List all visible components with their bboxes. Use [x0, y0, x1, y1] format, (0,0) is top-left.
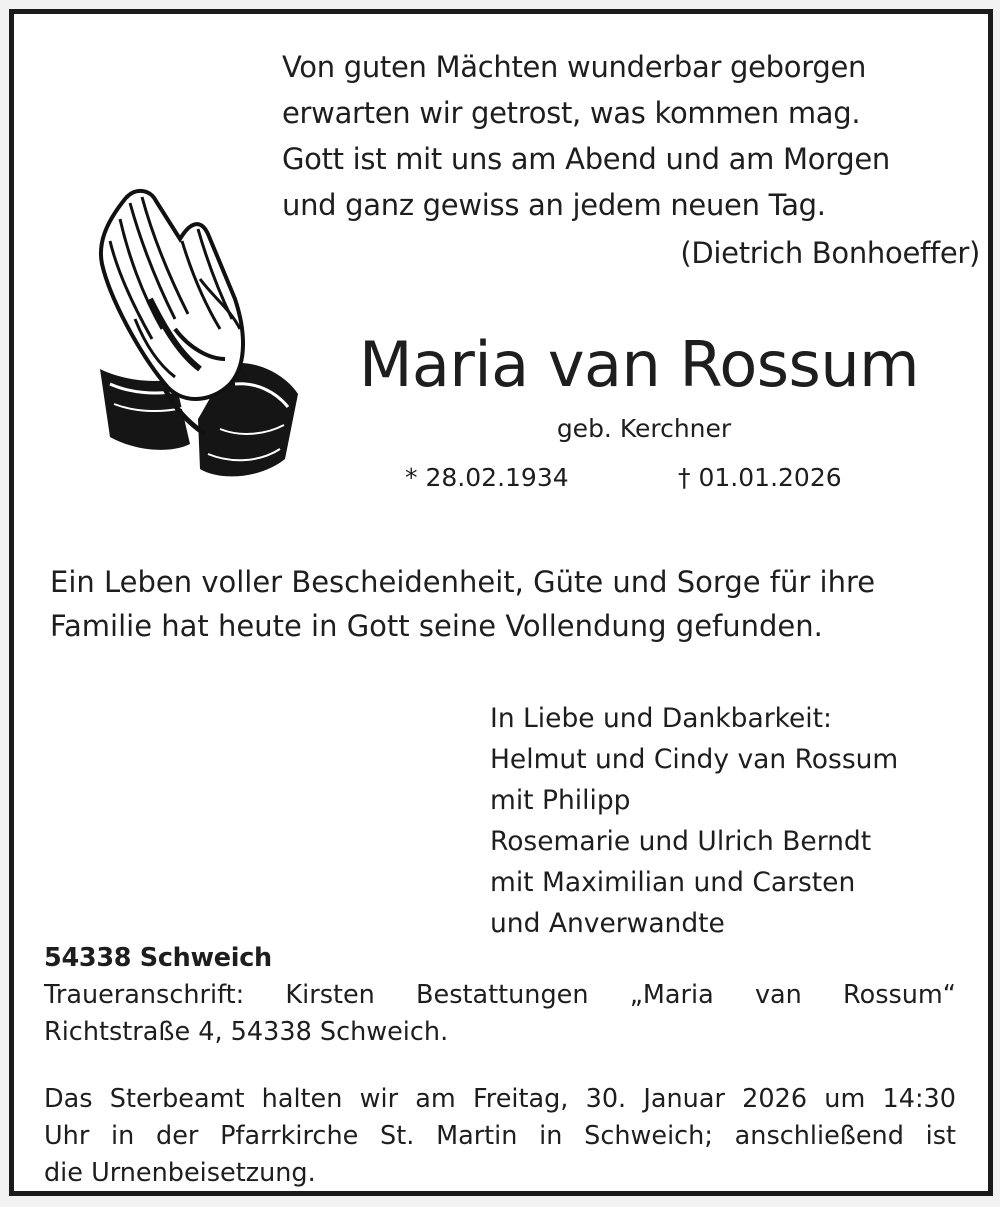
death-date: 01.01.2026 [698, 463, 842, 492]
deceased-name: Maria van Rossum [358, 328, 920, 401]
birth-date-line [405, 458, 569, 498]
funeral-service-info [44, 1081, 956, 1192]
address-line: Traueranschrift: Kirsten Bestattungen „Maria van Rossum“ [44, 980, 956, 1010]
birth-date: 28.02.1934 [425, 463, 569, 492]
death-cross-icon: † [678, 463, 691, 492]
birth-symbol: * [405, 463, 418, 492]
death-date-line [678, 458, 842, 498]
service-line: Uhr in der Pfarrkirche St. Martin in Schweich; anschließend ist [44, 1121, 956, 1151]
poem-line: Von guten Mächten wunderbar geborgen [282, 50, 867, 84]
family-line: mit Maximilian und Carsten [490, 867, 856, 898]
family-line: Rosemarie und Ulrich Berndt [490, 826, 872, 857]
obituary-notice [9, 9, 993, 1196]
family-line: mit Philipp [490, 785, 631, 816]
mourning-address [44, 940, 956, 1051]
place-heading: 54338 Schweich [44, 943, 272, 973]
birth-name: geb. Kerchner [556, 414, 732, 443]
poem-author: (Dietrich Bonhoeffer) [680, 236, 980, 270]
family-signatures [490, 698, 980, 944]
service-line: Das Sterbeamt halten wir am Freitag, 30. Januar 2026 um 14:30 [44, 1084, 956, 1114]
poem-line: Gott ist mit uns am Abend und am Morgen [282, 142, 890, 176]
life-statement-line: Ein Leben voller Bescheidenheit, Güte und Sorge für ihre [50, 565, 876, 599]
life-statement [50, 560, 980, 648]
service-line: die Urnenbeisetzung. [44, 1158, 316, 1188]
poem-line: und ganz gewiss an jedem neuen Tag. [282, 188, 826, 222]
family-line: und Anverwandte [490, 908, 725, 939]
family-line: In Liebe und Dankbarkeit: [490, 703, 832, 734]
address-line: Richtstraße 4, 54338 Schweich. [44, 1017, 449, 1047]
poem-line: erwarten wir getrost, was kommen mag. [282, 96, 861, 130]
family-line: Helmut und Cindy van Rossum [490, 744, 899, 775]
praying-hands-icon [80, 179, 300, 484]
poem-block [282, 44, 982, 276]
life-statement-line: Familie hat heute in Gott seine Vollendung gefunden. [50, 609, 823, 643]
